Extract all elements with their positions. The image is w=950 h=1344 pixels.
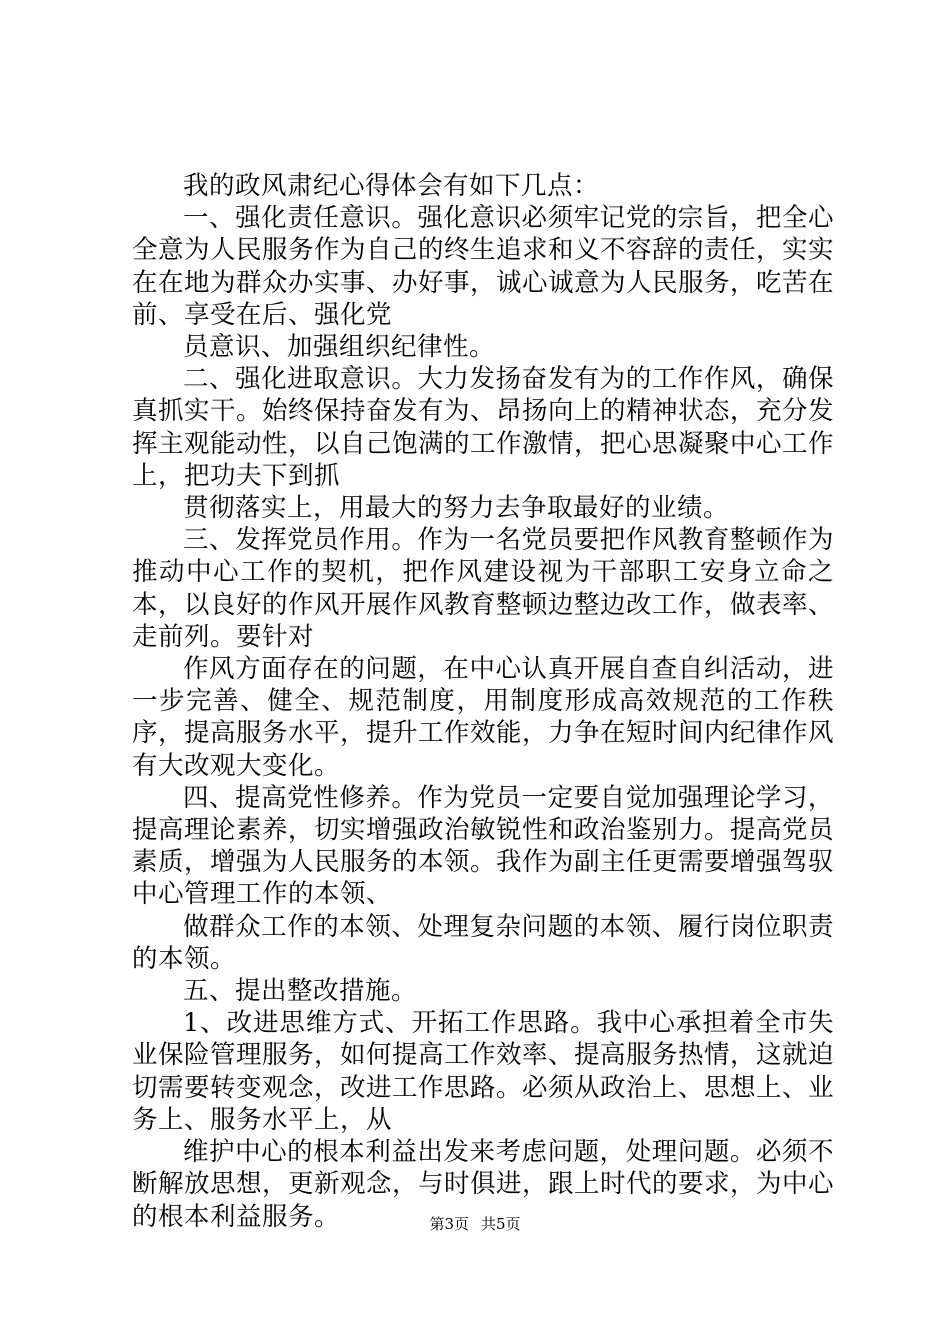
paragraph-measure-1-cont: 维护中心的根本利益出发来考虑问题，处理问题。必须不断解放思想，更新观念，与时俱进，跟上时代的要求，为中心的根本利益服务。 [132,1137,835,1232]
page-total: 共5页 [481,1215,521,1233]
paragraph-section-4: 四、提高党性修养。作为党员一定要自觉加强理论学习，提高理论素养，切实增强政治敏锐性和政治鉴别力。提高党员素质，增强为人民服务的本领。我作为副主任更需要增强驾驭中心管理工作的本领、 [132,782,835,910]
paragraph-section-1-cont: 员意识、加强组织纪律性。 [183,332,496,363]
document-body [132,170,834,1233]
paragraph-section-3: 三、发挥党员作用。作为一名党员要把作风教育整顿作为推动中心工作的契机，把作风建设视为干部职工安身立命之本，以良好的作风开展作风教育整顿边整边改工作，做表率、走前列。要针对 [132,525,835,652]
paragraph-section-5: 五、提出整改措施。 [183,976,418,1007]
page-number: 第3页 [429,1215,469,1233]
paragraph-section-1: 一、强化责任意识。强化意识必须牢记党的宗旨，把全心全意为人民服务作为自己的终生追求和义不容辞的责任，实实在在地为群众办实事、办好事，诚心诚意为人民服务，吃苦在前、享受在后、强化党 [132,203,835,330]
paragraph-section-3-cont: 作风方面存在的问题，在中心认真开展自查自纠活动，进一步完善、健全、规范制度，用制度形成高效规范的工作秩序，提高服务水平，提升工作效能，力争在短时间内纪律作风有大改观大变化。 [132,654,835,781]
page-footer [0,1214,950,1234]
paragraph-section-2: 二、强化进取意识。大力发扬奋发有为的工作作风，确保真抓实干。始终保持奋发有为、昂扬向上的精神状态，充分发挥主观能动性，以自己饱满的工作激情，把心思凝聚中心工作上，把功夫下到抓 [132,364,835,491]
paragraph-measure-1: 1、改进思维方式、开拓工作思路。我中心承担着全市失业保险管理服务，如何提高工作效率、提高服务热情，这就迫切需要转变观念，改进工作思路。必须从政治上、思想上、业务上、服务水平上，从 [132,1008,835,1135]
paragraph-intro: 我的政风肃纪心得体会有如下几点： [183,171,600,201]
paragraph-section-2-cont: 贯彻落实上，用最大的努力去争取最好的业绩。 [183,493,730,524]
paragraph-section-4-cont: 做群众工作的本领、处理复杂问题的本领、履行岗位职责的本领。 [132,911,834,974]
